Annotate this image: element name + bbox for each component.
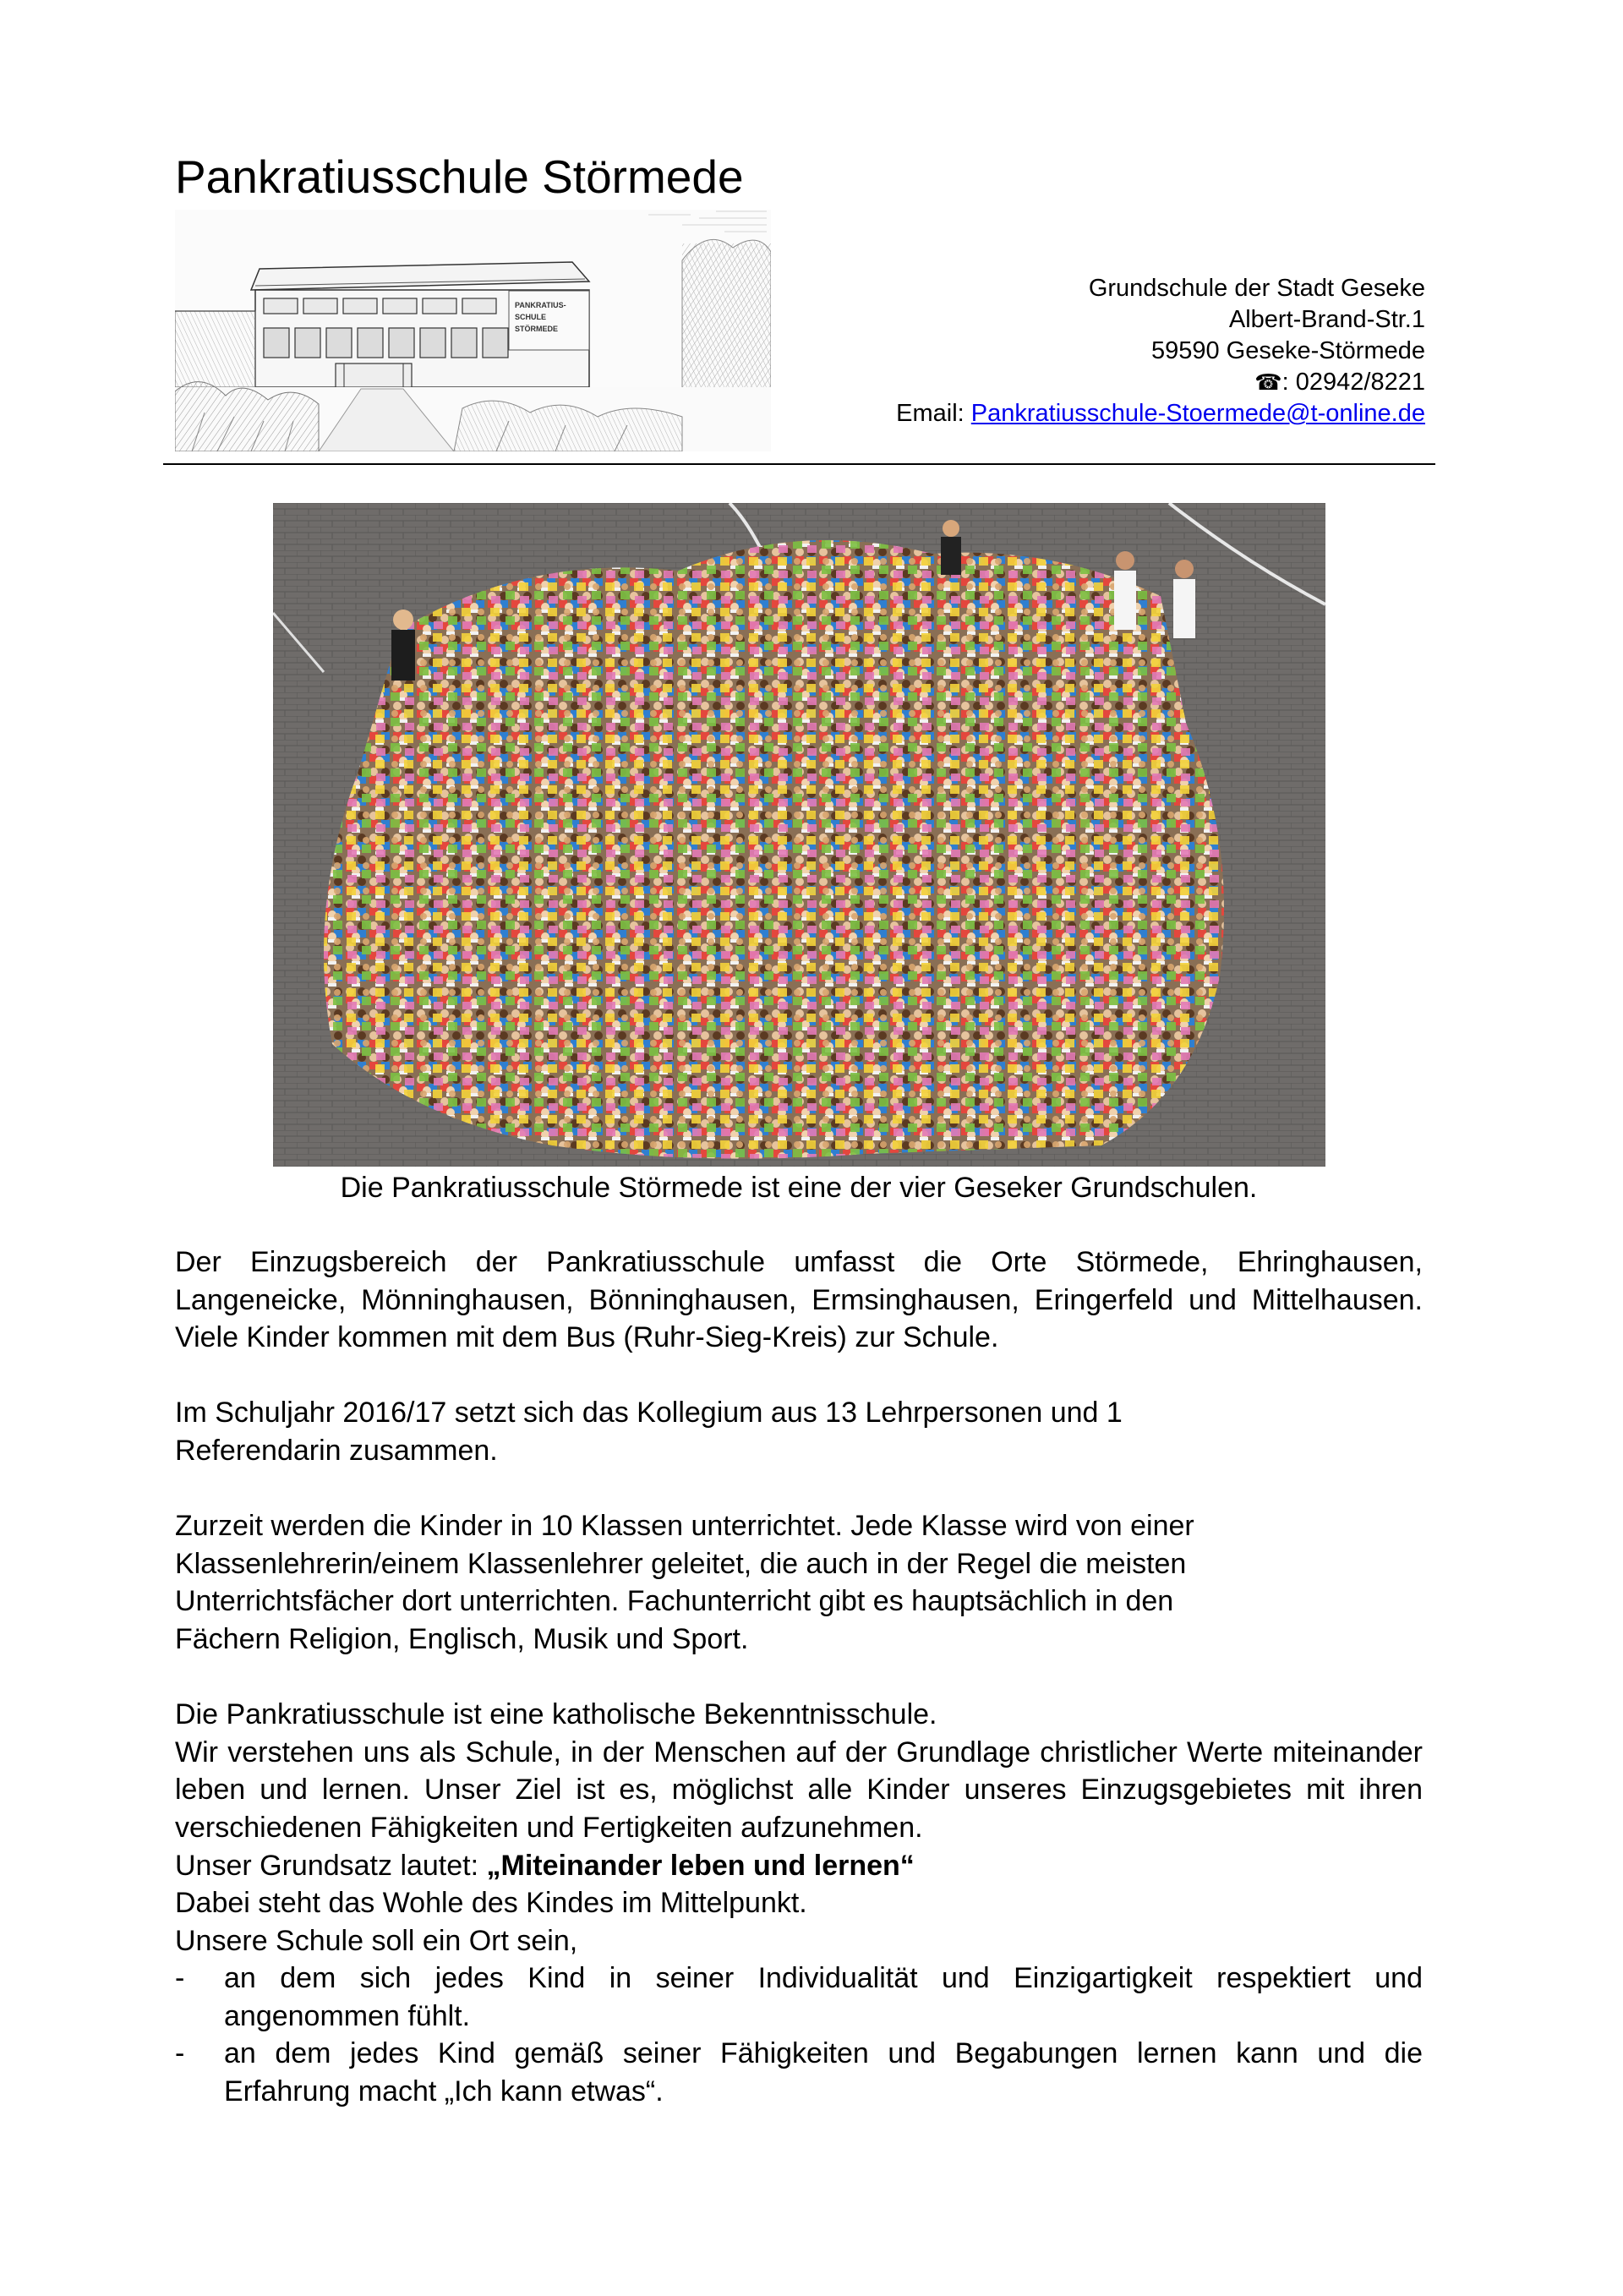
- list-item: [175, 2035, 1423, 2110]
- phone-number: : 02942/8221: [1281, 369, 1425, 396]
- header-divider: [163, 463, 1435, 465]
- phone-icon: ☎: [1254, 369, 1282, 395]
- phone-line: [766, 367, 1425, 398]
- mission-body: Wir verstehen uns als Schule, in der Menschen auf der Grundlage christlicher Werte miteinander leben und lernen. Unser Ziel ist es, möglichst alle Kinder unseres Einzugsgebietes mit ihren verschiedenen Fähigkeiten und Fertigkeiten aufzunehmen.: [175, 1736, 1423, 1844]
- mission-focus-line: Dabei steht das Wohle des Kindes im Mittelpunkt.: [175, 1887, 807, 1920]
- list-item: [175, 1960, 1423, 2035]
- school-building-sketch: [175, 210, 771, 451]
- photo-caption: Die Pankratiusschule Störmede ist eine der vier Geseker Grundschulen.: [340, 1172, 1258, 1204]
- sign-line-3: STÖRMEDE: [515, 325, 559, 333]
- body-text: [175, 1244, 1423, 2111]
- sign-line-2: SCHULE: [515, 313, 547, 321]
- street-address: Albert-Brand-Str.1: [1228, 306, 1425, 333]
- mission-line-denomination: Die Pankratiusschule ist eine katholische Bekenntnisschule.: [175, 1698, 937, 1731]
- staff-line-2: Referendarin zusammen.: [175, 1434, 498, 1467]
- list-item-text: an dem sich jedes Kind in seiner Individualität und Einzigartigkeit respektiert und angenommen fühlt.: [224, 1962, 1423, 2032]
- list-item-text: an dem jedes Kind gemäß seiner Fähigkeiten und Begabungen lernen kann und die Erfahrung macht „Ich kann etwas“.: [224, 2037, 1423, 2108]
- mission-bullet-list: [175, 1960, 1423, 2110]
- address-block: [766, 273, 1425, 429]
- motto-label: Unser Grundsatz lautet:: [175, 1849, 487, 1882]
- dash-bullet: -: [175, 1962, 185, 1995]
- classes-line-4: Fächern Religion, Englisch, Musik und Sport.: [175, 1622, 749, 1655]
- school-type: Grundschule der Stadt Geseke: [1088, 275, 1425, 302]
- mission-motto-line: [175, 1847, 1423, 1885]
- paragraph-staff: [175, 1394, 1423, 1469]
- classes-line-1: Zurzeit werden die Kinder in 10 Klassen unterrichtet. Jede Klasse wird von einer: [175, 1510, 1194, 1543]
- email-link[interactable]: Pankratiusschule-Stoermede@t-online.de: [970, 400, 1425, 427]
- dash-bullet: -: [175, 2037, 185, 2070]
- classes-line-3: Unterrichtsfächer dort unterrichten. Fachunterricht gibt es hauptsächlich in den: [175, 1585, 1174, 1618]
- mission-place-line: Unsere Schule soll ein Ort sein,: [175, 1924, 578, 1957]
- paragraph-mission: [175, 1696, 1423, 2111]
- staff-line-1: Im Schuljahr 2016/17 setzt sich das Kollegium aus 13 Lehrpersonen und 1: [175, 1397, 1123, 1430]
- paragraph-classes: [175, 1507, 1423, 1658]
- email-label: Email:: [896, 400, 971, 427]
- sign-line-1: PANKRATIUS-: [515, 301, 566, 309]
- city-address: 59590 Geseke-Störmede: [1150, 337, 1425, 364]
- page-title: Pankratiusschule Störmede: [175, 150, 744, 203]
- group-photo: [273, 503, 1325, 1167]
- motto-text: „Miteinander leben und lernen“: [486, 1849, 915, 1882]
- paragraph-catchment: Der Einzugsbereich der Pankratiusschule umfasst die Orte Störmede, Ehringhausen, Langeneicke, Mönninghausen, Bönninghausen, Ermsinghausen, Eringerfeld und Mittelhausen. Viele Kinder kommen mit dem Bus (Ruhr-Sieg-Kreis) zur Schule.: [175, 1246, 1423, 1354]
- email-line: [766, 398, 1425, 429]
- classes-line-2: Klassenlehrerin/einem Klassenlehrer geleitet, die auch in der Regel die meisten: [175, 1547, 1187, 1580]
